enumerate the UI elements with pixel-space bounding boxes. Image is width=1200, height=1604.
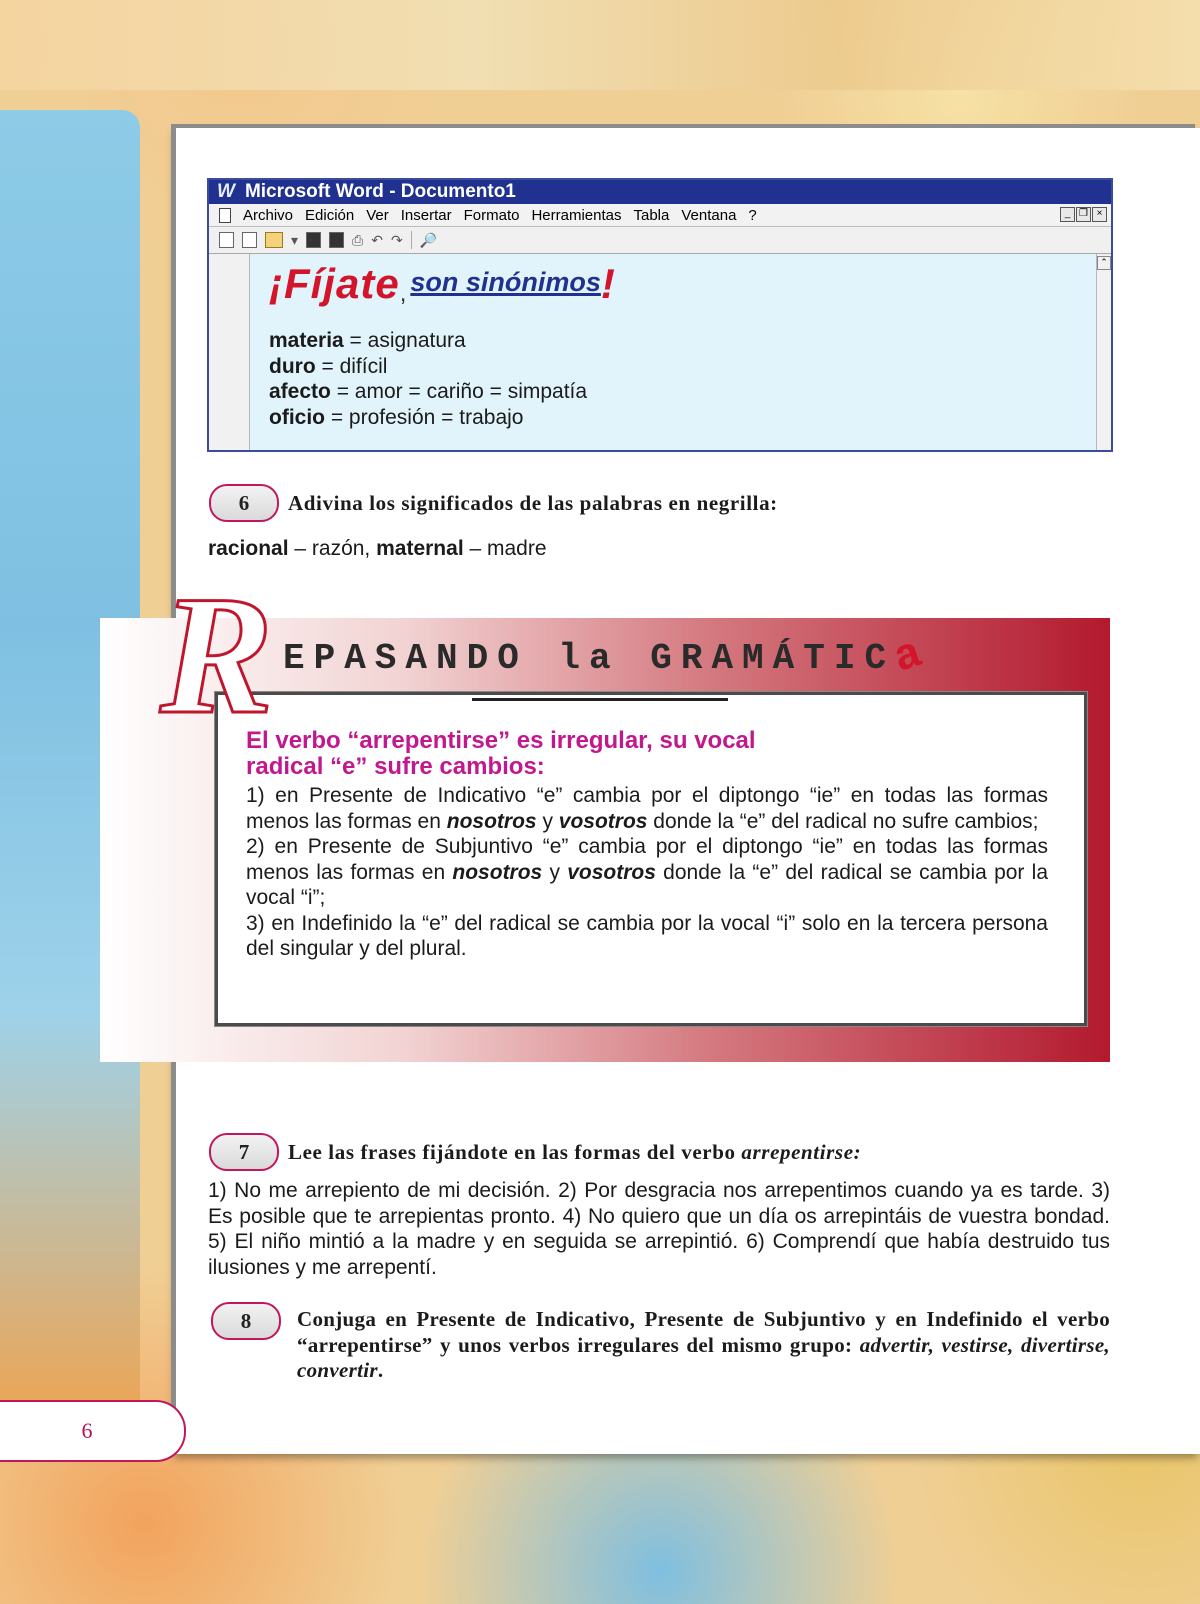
grammar-rules xyxy=(246,783,1048,962)
bold-word: maternal xyxy=(376,537,464,560)
grammar-title-text: EPASANDO la GRAMÁTIC xyxy=(283,638,896,679)
synonym-equivalents: = difícil xyxy=(315,354,388,378)
save-all-icon[interactable] xyxy=(329,232,344,248)
grammar-rule-3: 3) en Indefinido la “e” del radical se cambia por la vocal “i” solo en la tercera persona del singular y del plural. xyxy=(246,911,1048,960)
grammar-initial-letter: R xyxy=(160,561,274,749)
word-window-title: Microsoft Word - Documento1 xyxy=(244,181,516,202)
grammar-heading xyxy=(246,728,756,780)
background-top xyxy=(0,0,1200,90)
grammar-heading-line: El verbo “arrepentirse” es irregular, su vocal xyxy=(246,727,756,754)
synonym-equivalents: = amor = cariño = simpatía xyxy=(330,380,588,403)
minimize-icon[interactable]: _ xyxy=(1060,207,1075,222)
synonym-row xyxy=(269,354,587,380)
vertical-scrollbar[interactable] xyxy=(1096,254,1111,450)
word-toolbar xyxy=(209,227,1111,254)
menu-ver[interactable]: Ver xyxy=(366,206,389,224)
print-icon[interactable]: ⎙ xyxy=(352,231,364,248)
synonym-word: oficio xyxy=(269,405,325,429)
synonym-word: duro xyxy=(269,354,316,378)
fijate-exclamation: ! xyxy=(600,260,615,307)
exercise-7-number: 7 xyxy=(209,1133,279,1171)
menu-tabla[interactable]: Tabla xyxy=(633,206,670,224)
word-menu-bar xyxy=(209,204,1111,227)
exercise-7-instruction xyxy=(288,1140,861,1165)
grammar-divider xyxy=(472,698,728,701)
grammar-rule-1 xyxy=(246,783,1048,834)
rule-text: 2) en Presente de Subjuntivo “e” cambia por el diptongo “ie” en todas las formas menos las formas en xyxy=(246,835,1048,884)
meaning: – madre xyxy=(463,537,547,560)
window-controls xyxy=(1060,207,1107,222)
grammar-heading-line: radical “e” sufre cambios: xyxy=(246,753,545,780)
bold-word: racional xyxy=(208,537,289,560)
fijate-subtitle: son sinónimos xyxy=(410,267,601,297)
exercise-6-answer xyxy=(208,536,547,562)
dropdown-arrow-icon[interactable]: ▾ xyxy=(291,231,299,248)
toolbar-separator xyxy=(411,231,412,249)
save-icon[interactable] xyxy=(306,232,321,248)
grammar-rule-2 xyxy=(246,834,1048,911)
pronoun: vosotros xyxy=(558,809,648,833)
synonym-equivalents: = asignatura xyxy=(343,329,466,352)
word-window xyxy=(207,178,1113,452)
pronoun: nosotros xyxy=(446,809,537,833)
document-icon xyxy=(219,208,231,223)
fijate-heading xyxy=(269,260,615,308)
pronoun: vosotros xyxy=(567,860,656,884)
page-number: 6 xyxy=(81,1418,93,1443)
pronoun: nosotros xyxy=(452,860,543,884)
page-number-tab xyxy=(0,1400,186,1462)
rule-text: donde la “e” del radical no sufre cambios; xyxy=(647,809,1039,833)
synonym-row xyxy=(269,328,587,354)
rule-text: donde la “e” del radical se cambia por la vocal “i”; xyxy=(246,860,1049,909)
synonym-word: materia xyxy=(269,329,344,352)
exercise-7-text: 1) No me arrepiento de mi decisión. 2) Por desgracia nos arrepentimos cuando ya es tarde. 3) Es posible que te arrepientas pronto. 4) No quiero que un día os arrepintáis de vuestra bondad. 5) El niño mintió a la madre y en seguida se arrepintió. 6) Comprendí que había destruido tus ilusiones y me arrepentí. xyxy=(208,1179,1110,1279)
synonym-row xyxy=(269,379,587,405)
word-logo-icon: W xyxy=(217,181,235,202)
grammar-title xyxy=(283,629,929,685)
new-doc-icon[interactable] xyxy=(219,232,234,248)
menu-herramientas[interactable]: Herramientas xyxy=(531,206,622,224)
synonym-word: afecto xyxy=(269,380,331,403)
exercise-6-instruction: Adivina los significados de las palabras en negrilla: xyxy=(288,491,778,515)
exercise-8-number: 8 xyxy=(211,1302,281,1340)
menu-insertar[interactable]: Insertar xyxy=(400,206,452,224)
menu-help[interactable]: ? xyxy=(748,206,757,224)
exercise-6-number: 6 xyxy=(209,484,279,522)
instruction-text: Conjuga en Presente de Indicativo, Presente de Subjuntivo y en Indefinido el verbo “arrepentirse” y unos verbos irregulares del mismo grupo: xyxy=(297,1307,1110,1357)
synonym-row xyxy=(269,405,587,431)
grammar-title-last-letter: a xyxy=(887,629,929,685)
rule-text: y xyxy=(536,809,559,833)
word-document-area xyxy=(209,254,1111,450)
scroll-up-icon[interactable]: ⌃ xyxy=(1097,256,1111,270)
rule-text: y xyxy=(542,860,568,884)
rule-text: 1) en Presente de Indicativo “e” cambia por el diptongo “ie” en todas las formas menos las formas en xyxy=(246,784,1048,833)
menu-formato[interactable]: Formato xyxy=(463,206,520,224)
synonym-equivalents: = profesión = trabajo xyxy=(325,405,524,429)
restore-icon[interactable]: ❐ xyxy=(1076,207,1091,222)
menu-edicion[interactable]: Edición xyxy=(305,206,355,224)
instruction-verbs: advertir, vestirse, divertirse, convertir xyxy=(297,1332,1110,1382)
instruction-verb: arrepentirse: xyxy=(741,1140,862,1164)
fijate-comma: , xyxy=(399,280,407,307)
close-icon[interactable]: × xyxy=(1092,207,1107,222)
redo-icon[interactable]: ↷ xyxy=(390,231,403,248)
meaning: – razón, xyxy=(288,537,377,560)
copy-doc-icon[interactable] xyxy=(242,232,257,248)
synonym-list xyxy=(269,328,587,430)
vertical-ruler xyxy=(209,254,250,450)
instruction-text: Lee las frases fijándote en las formas del verbo xyxy=(288,1140,742,1164)
instruction-end: . xyxy=(377,1358,384,1382)
menu-ventana[interactable]: Ventana xyxy=(681,206,737,224)
fijate-title: ¡Fíjate xyxy=(269,260,400,307)
open-folder-icon[interactable] xyxy=(265,232,283,248)
menu-archivo[interactable]: Archivo xyxy=(243,206,294,224)
exercise-8-instruction xyxy=(297,1307,1110,1384)
word-title-bar xyxy=(209,180,1111,204)
search-icon[interactable]: 🔎 xyxy=(419,231,438,248)
undo-icon[interactable]: ↶ xyxy=(371,231,383,248)
